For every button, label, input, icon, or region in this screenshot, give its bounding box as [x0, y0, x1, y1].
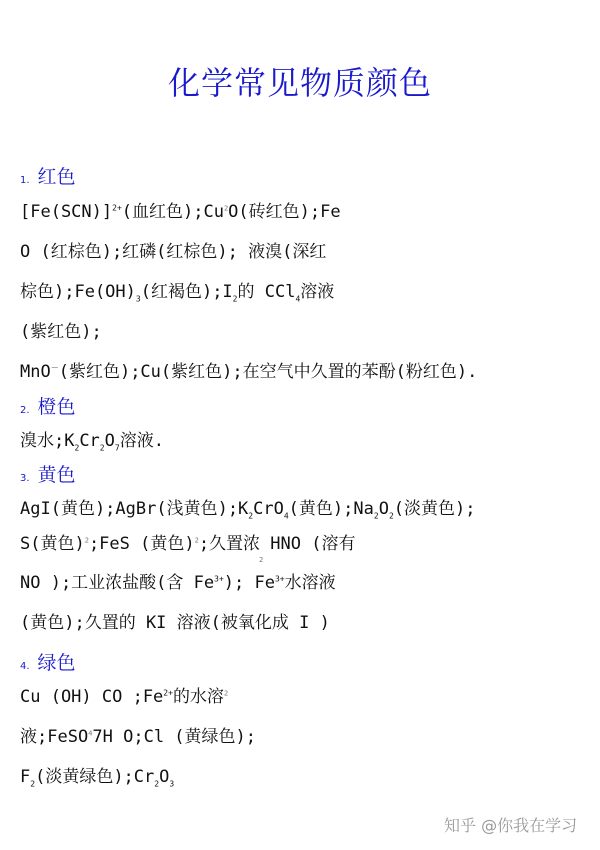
stray-subscript: 2	[223, 204, 229, 213]
yellow-line-3	[20, 568, 336, 593]
text-run: Cr	[79, 431, 100, 451]
text-run: ); Fe	[223, 573, 275, 593]
green-line-1	[20, 682, 228, 707]
text-run: O	[104, 431, 115, 451]
section-heading-green	[20, 648, 76, 675]
green-line-2	[20, 722, 256, 747]
text-run: 溴水;K	[20, 431, 75, 451]
red-line-2: O (红棕色);红磷(红棕色); 液溴(深红	[20, 242, 327, 262]
text-run: AgI(黄色);AgBr(浅黄色);K	[20, 499, 249, 519]
text-run: Cu (OH) CO ;Fe	[20, 687, 164, 707]
superscript: 2+	[112, 203, 122, 213]
text-run: (紫红色);Cu(紫红色);在空气中久置的苯酚(粉红色).	[58, 362, 478, 382]
page-title: 化学常见物质颜色	[167, 64, 432, 102]
green-line-3	[20, 762, 174, 788]
yellow-line-2	[20, 529, 355, 554]
text-run: O(砖红色);Fe	[228, 202, 341, 222]
section-label: 黄色	[37, 464, 76, 486]
section-heading-yellow	[20, 460, 76, 487]
section-heading-orange	[20, 392, 76, 419]
red-line-3	[20, 277, 334, 303]
text-run: CrO	[253, 499, 284, 519]
subscript: 2	[232, 294, 238, 304]
watermark-text: 知乎 @你我在学习	[444, 816, 578, 835]
section-number: 2.	[20, 405, 30, 416]
subscript: 4	[295, 294, 301, 304]
stray-subscript: 2	[84, 536, 89, 545]
text-run: (血红色);Cu	[121, 202, 224, 222]
text-run: (黄色);Na	[288, 499, 374, 519]
subscript: 2	[373, 511, 379, 521]
section-number: 1.	[20, 175, 30, 186]
subscript: 4	[283, 511, 289, 521]
superscript: 3+	[214, 574, 224, 584]
text-run: (淡黄绿色);Cr	[35, 767, 155, 787]
text-run: F	[20, 767, 31, 787]
subscript: 3	[135, 294, 141, 304]
superscript: 3+	[274, 574, 285, 584]
yellow-line-1	[20, 494, 475, 520]
subscript: 2	[74, 443, 80, 453]
red-line-5	[20, 357, 477, 382]
text-run: 水溶液	[284, 573, 336, 593]
subscript: 2	[99, 443, 105, 453]
text-run: 液;FeSO	[20, 727, 89, 747]
red-line-1	[20, 197, 341, 222]
stray-mark: 2	[259, 556, 264, 564]
subscript: 3	[169, 779, 175, 789]
subscript: 2	[154, 779, 160, 789]
subscript: 2	[388, 511, 394, 521]
section-heading-red	[20, 162, 76, 189]
stray-subscript: 2	[194, 536, 199, 545]
text-run: 溶液.	[119, 431, 164, 451]
section-label: 红色	[37, 166, 76, 188]
stray-subscript: 4	[88, 729, 93, 738]
text-run: 溶液	[300, 282, 335, 302]
text-run: ;久置浓 HNO (溶有	[198, 534, 356, 554]
text-run: MnO	[20, 362, 51, 382]
text-run: ;FeS (黄色)	[88, 534, 195, 554]
subscript: 2	[30, 779, 36, 789]
superscript: －	[50, 363, 59, 373]
red-line-4: (紫红色);	[20, 322, 102, 342]
text-run: 的水溶	[172, 687, 224, 707]
text-run: 的 CCl	[237, 282, 296, 302]
text-run: (红褐色);I	[140, 282, 233, 302]
orange-line-1	[20, 426, 164, 452]
yellow-line-4: (黄色);久置的 KI 溶液(被氧化成 I )	[20, 613, 330, 633]
subscript: 2	[248, 511, 254, 521]
section-number: 3.	[20, 473, 30, 484]
text-run: S(黄色)	[20, 534, 85, 554]
text-run: O	[378, 499, 389, 519]
text-run: O	[159, 767, 170, 787]
section-number: 4.	[20, 661, 30, 672]
subscript: 7	[114, 443, 120, 453]
text-run: [Fe(SCN)]	[20, 202, 113, 222]
text-run: 7H O;Cl (黄绿色);	[92, 727, 256, 747]
text-run: (淡黄色);	[393, 499, 476, 519]
section-label: 橙色	[37, 396, 76, 418]
superscript: 2+	[163, 688, 173, 698]
stray-subscript: 2	[223, 689, 229, 698]
text-run: 棕色);Fe(OH)	[20, 282, 136, 302]
text-run: NO );工业浓盐酸(含 Fe	[20, 573, 215, 593]
section-label: 绿色	[37, 652, 76, 674]
